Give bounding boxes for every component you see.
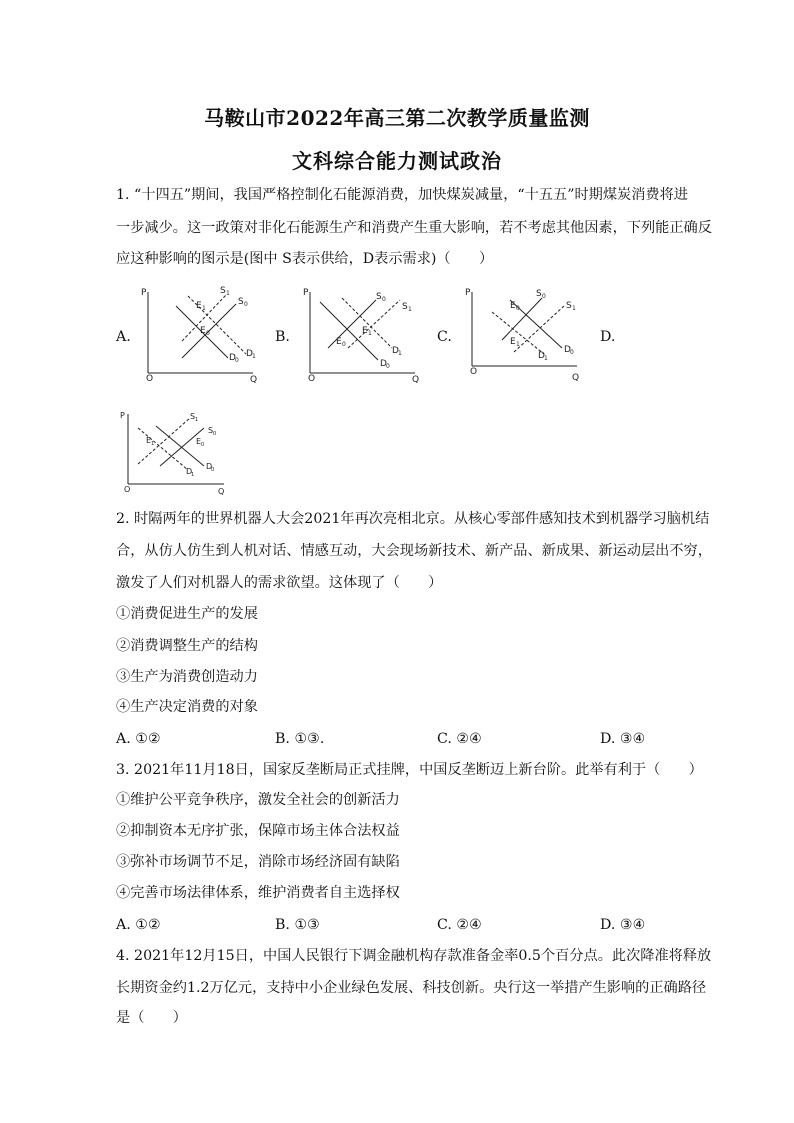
svg-text:0: 0	[342, 341, 346, 348]
q3-option-c: C. ②④	[437, 917, 482, 933]
svg-text:1: 1	[151, 441, 155, 447]
q3-item-1: ①维护公平竞争秩序，激发全社会的创新活力	[116, 792, 400, 808]
svg-text:O: O	[308, 374, 316, 384]
svg-text:S: S	[402, 302, 408, 312]
q4-line-3: 是（ ）	[116, 1010, 187, 1026]
q3-item-4: ④完善市场法律体系，维护消费者自主选择权	[116, 885, 400, 901]
svg-text:1: 1	[202, 305, 206, 312]
svg-text:0: 0	[570, 349, 574, 356]
svg-text:D: D	[186, 467, 193, 476]
q1-line-3: 应这种影响的图示是(图中 S表示供给，D表示需求)（ ）	[116, 251, 494, 267]
q2-line-2: 合，从仿人仿生到人机对话、情感互动，大会现场新技术、新产品、新成果、新运动层出不穷，	[116, 543, 712, 559]
q2-item-2: ②消费调整生产的结构	[116, 638, 258, 654]
q3-line-1: 3. 2021年11月18日，国家反垄断局正式挂牌，中国反垄断迈上新台阶。此举有利于（ ）	[116, 762, 703, 778]
svg-text:0: 0	[235, 357, 239, 364]
q2-line-3: 激发了人们对机器人的需求欲望。这体现了（ ）	[116, 575, 443, 591]
svg-text:0: 0	[382, 296, 386, 303]
svg-text:E: E	[336, 337, 342, 347]
svg-text:1: 1	[408, 306, 412, 313]
svg-text:1: 1	[191, 472, 195, 478]
graph-d	[116, 408, 246, 500]
svg-text:P: P	[141, 288, 147, 298]
q1-option-d-label: D.	[600, 329, 616, 345]
q4-line-1: 4. 2021年12月15日，中国人民银行下调金融机构存款准备金率0.5个百分点。此次降准将释放	[116, 948, 712, 964]
q2-option-d: D. ③④	[600, 731, 646, 747]
q2-option-c: C. ②④	[437, 731, 482, 747]
svg-text:O: O	[470, 367, 478, 377]
svg-text:0: 0	[201, 442, 205, 448]
q3-item-3: ③弥补市场调节不足，消除市场经济固有缺陷	[116, 854, 400, 870]
graph-a	[138, 286, 268, 386]
svg-text:0: 0	[244, 301, 248, 308]
svg-text:P: P	[465, 288, 471, 298]
graph-b	[300, 286, 430, 386]
svg-text:Q: Q	[218, 487, 225, 496]
q2-option-b: B. ①③.	[275, 731, 325, 747]
graph-c	[462, 286, 592, 386]
q3-option-d: D. ③④	[600, 917, 646, 933]
svg-text:Q: Q	[412, 375, 420, 385]
page-subtitle: 文科综合能力测试政治	[292, 149, 502, 173]
svg-text:E: E	[196, 301, 202, 311]
svg-text:Q: Q	[250, 375, 258, 385]
svg-text:D: D	[246, 349, 253, 359]
q2-item-4: ④生产决定消费的对象	[116, 699, 258, 715]
q1-option-a-label: A.	[116, 329, 131, 345]
svg-text:O: O	[146, 374, 154, 384]
q2-item-3: ③生产为消费创造动力	[116, 669, 258, 685]
svg-text:E: E	[146, 436, 152, 445]
svg-text:E: E	[200, 326, 206, 336]
svg-text:1: 1	[544, 355, 548, 362]
q3-item-2: ②抑制资本无序扩张，保障市场主体合法权益	[116, 823, 400, 839]
q1-line-1: 1. “十四五”期间，我国严格控制化石能源消费，加快煤炭减量，“十五五”时期煤炭消费将进	[116, 187, 688, 203]
svg-text:0: 0	[516, 305, 520, 312]
q3-option-a: A. ①②	[116, 917, 161, 933]
q2-item-1: ①消费促进生产的发展	[116, 606, 258, 622]
svg-text:S: S	[376, 292, 382, 302]
svg-text:O: O	[124, 485, 131, 494]
svg-text:D: D	[392, 346, 399, 356]
svg-text:S: S	[208, 426, 214, 435]
svg-text:E: E	[362, 326, 368, 336]
svg-text:D: D	[229, 353, 236, 363]
q4-line-2: 长期资金约1.2万亿元，支持中小企业绿色发展、科技创新。央行这一举措产生影响的正确路径	[116, 980, 707, 996]
page-title: 马鞍山市2022年高三第二次教学质量监测	[204, 106, 590, 130]
svg-text:S: S	[238, 297, 244, 307]
svg-text:D: D	[206, 462, 213, 471]
svg-text:1: 1	[368, 330, 372, 337]
svg-text:0: 0	[542, 293, 546, 300]
svg-text:0: 0	[386, 363, 390, 370]
svg-text:P: P	[120, 411, 125, 420]
svg-text:Q: Q	[572, 373, 580, 383]
q1-option-c-label: C.	[437, 329, 452, 345]
q2-option-a: A. ①②	[116, 731, 161, 747]
svg-text:D: D	[380, 359, 387, 369]
svg-text:0: 0	[213, 431, 217, 437]
q1-line-2: 一步减少。这一政策对非化石能源生产和消费产生重大影响，若不考虑其他因素，下列能正确反	[116, 220, 712, 236]
q3-option-b: B. ①③	[275, 917, 320, 933]
svg-text:1: 1	[572, 305, 576, 312]
svg-text:1: 1	[516, 341, 520, 348]
svg-text:0: 0	[206, 330, 210, 337]
svg-text:1: 1	[195, 417, 199, 423]
svg-text:P: P	[303, 288, 309, 298]
svg-text:E: E	[510, 301, 516, 311]
svg-text:D: D	[538, 351, 545, 361]
svg-text:1: 1	[252, 353, 256, 360]
svg-text:D: D	[564, 345, 571, 355]
q1-option-b-label: B.	[275, 329, 290, 345]
svg-text:S: S	[190, 412, 196, 421]
svg-text:E: E	[510, 337, 516, 347]
svg-text:E: E	[196, 437, 202, 446]
svg-text:0: 0	[211, 467, 215, 473]
svg-text:S: S	[536, 289, 542, 299]
svg-text:1: 1	[398, 350, 402, 357]
svg-text:S: S	[220, 286, 226, 296]
svg-text:S: S	[566, 301, 572, 311]
q2-line-1: 2. 时隔两年的世界机器人大会2021年再次亮相北京。从核心零部件感知技术到机器学习脑机结	[116, 511, 710, 527]
svg-text:1: 1	[226, 290, 230, 297]
